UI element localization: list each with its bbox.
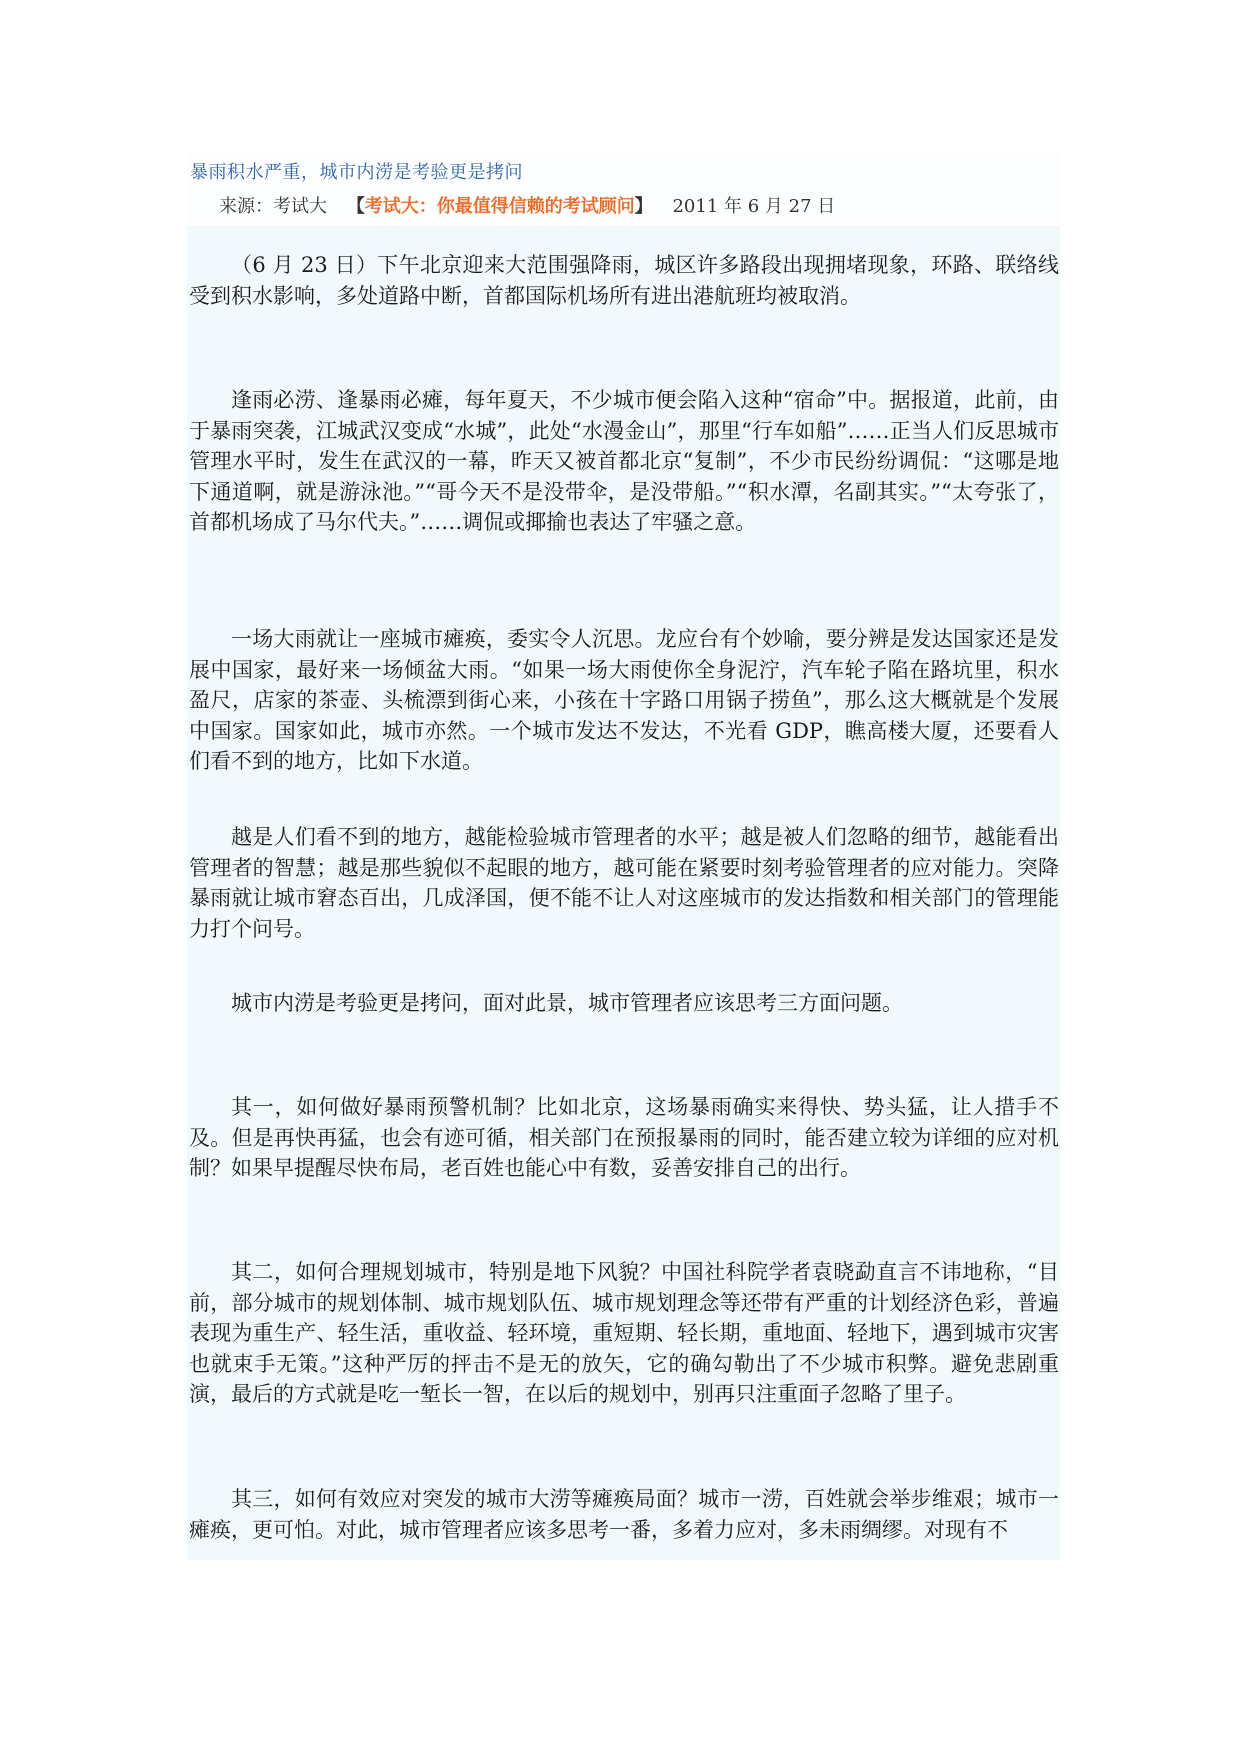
paragraph-8: 其三，如何有效应对突发的城市大涝等瘫痪局面？城市一涝，百姓就会举步维艰；城市一瘫痪，更可怕。对此，城市管理者应该多思考一番，多着力应对，多未雨绸缪。对现有不 [189, 1487, 1059, 1542]
article-title: 暴雨积水严重，城市内涝是考验更是拷问 [190, 162, 523, 183]
source-label: 来源：考试大 [219, 196, 327, 217]
promo-close-bracket: 】 [634, 196, 653, 217]
paragraph-2: 逢雨必涝、逢暴雨必瘫，每年夏天，不少城市便会陷入这种“宿命”中。据报道，此前，由于暴雨突袭，江城武汉变成“水城”，此处“水漫金山”，那里“行车如船”……正当人们反思城市管理水平时，发生在武汉的一幕，昨天又被首都北京“复制”，不少市民纷纷调侃：“这哪是地下通道啊，就是游泳池。”“哥今天不是没带伞，是没带船。”“积水潭，名副其实。”“太夸张了，首都机场成了马尔代夫。”……调侃或揶揄也表达了牢骚之意。 [189, 388, 1059, 534]
promo-link[interactable]: 考试大：你最值得信赖的考试顾问 [364, 196, 635, 217]
source-line [219, 192, 835, 218]
paragraph-1: （6 月 23 日）下午北京迎来大范围强降雨，城区许多路段出现拥堵现象，环路、联络线受到积水影响，多处道路中断，首都国际机场所有进出港航班均被取消。 [189, 253, 1059, 308]
paragraph-3: 一场大雨就让一座城市瘫痪，委实令人沉思。龙应台有个妙喻，要分辨是发达国家还是发展中国家，最好来一场倾盆大雨。“如果一场大雨使你全身泥泞，汽车轮子陷在路坑里，积水盈尺，店家的茶壶、头梳漂到街心来，小孩在十字路口用锅子捞鱼”，那么这大概就是个发展中国家。国家如此，城市亦然。一个城市发达不发达，不光看 GDP，瞧高楼大厦，还要看人们看不到的地方，比如下水道。 [189, 627, 1059, 773]
publish-date: 2011 年 6 月 27 日 [672, 196, 836, 217]
promo-open-bracket: 【 [346, 196, 365, 217]
paragraph-7: 其二，如何合理规划城市，特别是地下风貌？中国社科院学者袁晓勐直言不讳地称，“目前，部分城市的规划体制、城市规划队伍、城市规划理念等还带有严重的计划经济色彩，普遍表现为重生产、轻生活，重收益、轻环境，重短期、轻长期，重地面、轻地下，遇到城市灾害也就束手无策。”这种严厉的抨击不是无的放矢，它的确勾勒出了不少城市积弊。避免悲剧重演，最后的方式就是吃一堑长一智，在以后的规划中，别再只注重面子忽略了里子。 [189, 1260, 1059, 1406]
paragraph-4: 越是人们看不到的地方，越能检验城市管理者的水平；越是被人们忽略的细节，越能看出管理者的智慧；越是那些貌似不起眼的地方，越可能在紧要时刻考验管理者的应对能力。突降暴雨就让城市窘态百出，几成泽国，便不能不让人对这座城市的发达指数和相关部门的管理能力打个问号。 [189, 825, 1059, 941]
paragraph-6: 其一，如何做好暴雨预警机制？比如北京，这场暴雨确实来得快、势头猛，让人措手不及。但是再快再猛，也会有迹可循，相关部门在预报暴雨的同时，能否建立较为详细的应对机制？如果早提醒尽快布局，老百姓也能心中有数，妥善安排自己的出行。 [189, 1095, 1059, 1180]
paragraph-5: 城市内涝是考验更是拷问，面对此景，城市管理者应该思考三方面问题。 [231, 991, 903, 1015]
